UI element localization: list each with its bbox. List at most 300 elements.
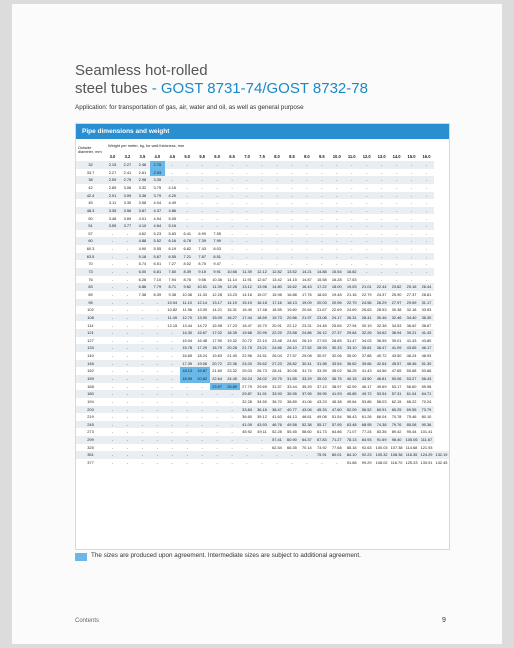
weight-cell: 8.51 <box>210 253 225 261</box>
diameter-cell: 83 <box>76 283 105 291</box>
weight-cell: 4.62 <box>138 230 147 236</box>
weight-cell: 26.12 <box>314 329 329 337</box>
weight-cell: - <box>410 276 413 282</box>
weight-cell: 85.18 <box>346 444 357 450</box>
weight-cell: - <box>359 222 374 230</box>
weight-cell: 2.76 <box>150 161 165 169</box>
weight-cell: 30.41 <box>299 360 314 368</box>
weight-cell: 30.19 <box>361 322 372 328</box>
weight-cell: 46.61 <box>301 414 312 420</box>
diameter-cell: 152 <box>87 368 94 374</box>
weight-cell: 31.57 <box>272 383 282 389</box>
weight-cell: - <box>210 176 225 184</box>
weight-cell: - <box>314 207 329 215</box>
weight-cell: - <box>126 460 129 466</box>
weight-cell: - <box>291 460 293 466</box>
weight-cell: - <box>366 215 368 221</box>
weight-cell: - <box>120 436 135 444</box>
footer-contents-link[interactable]: Contents <box>75 618 100 624</box>
weight-cell: 50.06 <box>389 375 404 383</box>
weight-cell: 7.43 <box>198 246 206 252</box>
table-row <box>76 245 449 253</box>
table-row <box>76 199 449 207</box>
weight-cell: - <box>404 222 419 230</box>
weight-cell: 23.32 <box>227 368 237 374</box>
weight-cell: 71.07 <box>346 429 357 435</box>
weight-cell: 10.36 <box>182 291 193 297</box>
weight-cell: - <box>276 230 278 236</box>
weight-cell: - <box>344 161 359 169</box>
dimensions-table <box>76 139 449 467</box>
header-row-1 <box>76 139 449 153</box>
weight-cell: - <box>395 261 398 267</box>
weight-cell: - <box>105 329 120 337</box>
table-row <box>76 222 449 230</box>
weight-cell: 64.86 <box>331 429 342 435</box>
weight-cell: 5.05 <box>168 215 177 221</box>
weight-cell: - <box>299 451 314 459</box>
legend-swatch <box>75 553 87 561</box>
weight-cell: - <box>261 460 263 466</box>
weight-cell: - <box>111 291 114 297</box>
weight-cell: - <box>246 169 248 175</box>
weight-cell: - <box>395 184 398 190</box>
weight-cell: - <box>111 383 114 389</box>
weight-cell: 99.29 <box>361 460 372 466</box>
weight-cell: 45.92 <box>242 429 252 435</box>
weight-cell: - <box>359 237 374 245</box>
weight-cell: 48.93 <box>421 353 432 359</box>
weight-cell: - <box>291 200 293 206</box>
weight-cell: 12.28 <box>212 291 223 297</box>
weight-cell: 29.87 <box>240 390 255 398</box>
weight-cell: 83.36 <box>376 429 387 435</box>
weight-cell: 8.76 <box>183 276 192 282</box>
weight-cell: 70.78 <box>391 414 402 420</box>
thickness-header-cell: 5.0 <box>184 154 191 160</box>
weight-cell: - <box>126 398 129 404</box>
weight-cell: - <box>246 200 248 206</box>
diameter-cell: 70 <box>88 261 93 267</box>
weight-cell: - <box>261 200 263 206</box>
diameter-cell: 42.4 <box>76 192 105 200</box>
weight-cell: 24.00 <box>240 360 255 368</box>
weight-cell: - <box>171 460 173 466</box>
weight-cell: 36.60 <box>242 414 252 420</box>
weight-cell: - <box>195 222 210 230</box>
thickness-header-cell: 3.2 <box>124 154 131 160</box>
weight-cell: 16.82 <box>344 268 359 276</box>
weight-cell: 75.46 <box>406 414 417 420</box>
weight-cell: 13.23 <box>227 291 237 297</box>
weight-cell: 4.54 <box>153 215 162 221</box>
weight-cell: 16.18 <box>255 299 270 307</box>
weight-cell: - <box>291 169 293 175</box>
weight-cell: 25.65 <box>331 322 342 328</box>
table-row <box>76 291 449 299</box>
od-header: Outside diameter, mm <box>78 144 102 154</box>
weight-cell: 21.60 <box>212 368 223 374</box>
weight-cell: 23.97 <box>210 383 225 391</box>
weight-cell: 41.43 <box>406 337 417 343</box>
weight-cell: 9.47 <box>213 261 221 267</box>
weight-cell: 46.17 <box>361 383 372 389</box>
weight-cell: - <box>380 261 383 267</box>
thickness-header-cell: 4.5 <box>169 154 176 160</box>
weight-cell: - <box>321 200 323 206</box>
weight-cell: 24.37 <box>376 291 387 297</box>
weight-cell: 33.84 <box>240 406 255 414</box>
weight-cell: - <box>321 246 323 252</box>
weight-cell: 3.55 <box>105 222 120 230</box>
weight-cell: - <box>216 215 218 221</box>
weight-cell: - <box>135 375 150 383</box>
weight-cell: 32.46 <box>389 314 404 322</box>
thickness-header-cell: 7.0 <box>244 154 250 160</box>
weight-cell: 23.08 <box>314 314 329 322</box>
weight-cell: - <box>329 207 344 215</box>
weight-cell: 8.39 <box>153 291 162 297</box>
weight-cell: - <box>105 344 120 352</box>
weight-cell: - <box>150 299 165 307</box>
table-row <box>76 390 449 398</box>
weight-cell: - <box>404 192 419 200</box>
dimensions-table-panel <box>75 123 450 550</box>
weight-cell: - <box>261 230 263 236</box>
weight-cell: - <box>141 429 144 435</box>
weight-cell: - <box>156 444 158 450</box>
diameter-cell: 38 <box>76 176 105 184</box>
weight-cell: 3.69 <box>123 215 132 221</box>
weight-cell: - <box>201 169 203 175</box>
table-row <box>76 299 449 307</box>
weight-cell: - <box>329 237 344 245</box>
weight-cell: - <box>380 169 383 175</box>
weight-cell: 13.90 <box>195 314 210 322</box>
weight-cell: - <box>120 344 135 352</box>
weight-cell: 100.32 <box>375 452 388 458</box>
weight-cell: - <box>299 237 314 245</box>
weight-cell: 45.85 <box>344 390 359 398</box>
weight-cell: 53.66 <box>421 368 432 374</box>
thickness-header-cell: 3.0 <box>109 154 116 160</box>
page-title-line2 <box>75 80 368 97</box>
weight-cell: - <box>201 460 203 466</box>
weight-cell: 21.97 <box>299 314 314 322</box>
weight-cell: - <box>195 192 210 200</box>
weight-cell: - <box>395 200 398 206</box>
table-row <box>76 169 449 177</box>
weight-cell: 33.29 <box>299 375 314 383</box>
table-row <box>76 260 449 268</box>
weight-cell: - <box>284 207 299 215</box>
weight-cell: 52.38 <box>299 421 314 429</box>
table-row <box>76 459 449 467</box>
weight-cell: 51.54 <box>331 414 342 420</box>
weight-cell: - <box>276 261 278 267</box>
weight-cell: 21.16 <box>346 291 357 297</box>
diameter-cell: 325 <box>87 444 94 450</box>
weight-cell: - <box>231 200 233 206</box>
weight-cell: 33.93 <box>269 390 284 398</box>
weight-cell: 24.66 <box>269 344 284 352</box>
weight-cell: 36.30 <box>419 314 434 322</box>
weight-cell: 61.73 <box>316 429 327 435</box>
weight-cell: 38.47 <box>269 406 284 414</box>
weight-cell: - <box>255 207 270 215</box>
weight-cell: 18.35 <box>225 329 240 337</box>
weight-cell: 58.03 <box>376 398 387 404</box>
weight-cell: 15.67 <box>195 329 210 337</box>
weight-cell: 2.59 <box>105 176 120 184</box>
weight-cell: - <box>180 222 195 230</box>
weight-cell: - <box>201 398 203 404</box>
weight-cell: 64.37 <box>299 436 314 444</box>
table-row <box>76 337 449 345</box>
weight-cell: - <box>269 192 284 200</box>
weight-cell: - <box>351 230 353 236</box>
weight-cell: 91.69 <box>374 436 389 444</box>
weight-cell: 91.68 <box>346 460 357 466</box>
weight-cell: 31.98 <box>314 360 329 368</box>
weight-cell: 13.09 <box>197 307 208 313</box>
weight-cell: 14.30 <box>180 329 195 337</box>
weight-cell: 20.91 <box>272 322 282 328</box>
weight-cell: 18.13 <box>284 299 299 307</box>
weight-cell: 4.90 <box>138 246 147 252</box>
weight-cell: - <box>186 184 188 190</box>
table-row <box>76 352 449 360</box>
weight-cell: - <box>126 307 129 313</box>
weight-cell: - <box>306 246 308 252</box>
weight-cell: - <box>395 169 398 175</box>
weight-cell: 31.74 <box>301 368 312 374</box>
weight-cell: 37.88 <box>361 353 372 359</box>
weight-cell: - <box>225 161 240 169</box>
weight-cell: 65.25 <box>389 406 404 414</box>
weight-cell: 35.02 <box>331 368 342 374</box>
weight-cell: - <box>419 161 434 169</box>
weight-cell: - <box>240 192 255 200</box>
weight-cell: 28.82 <box>284 360 299 368</box>
weight-cell: - <box>201 429 203 435</box>
weight-cell: 19.60 <box>287 307 297 313</box>
weight-cell: - <box>359 192 374 200</box>
weight-cell: 58.60 <box>301 429 312 435</box>
weight-cell: - <box>171 444 173 450</box>
weight-cell: - <box>425 246 428 252</box>
table-row <box>76 436 449 444</box>
weight-cell: 9.91 <box>210 268 225 276</box>
weight-cell: - <box>380 184 383 190</box>
weight-cell: - <box>165 176 180 184</box>
weight-cell: - <box>269 207 284 215</box>
weight-cell: 38.25 <box>346 368 357 374</box>
thickness-header-cell: 8.0 <box>274 154 280 160</box>
weight-cell: 27.23 <box>269 360 284 368</box>
weight-cell: 15.78 <box>180 344 195 352</box>
weight-cell: - <box>336 215 338 221</box>
weight-cell: 10.66 <box>225 268 240 276</box>
weight-cell: 49.11 <box>257 429 267 435</box>
weight-cell: 21.01 <box>359 283 374 291</box>
weight-cell: - <box>231 460 233 466</box>
weight-cell: 3.58 <box>138 200 147 206</box>
weight-cell: - <box>141 398 144 404</box>
weight-cell: - <box>135 390 150 398</box>
weight-cell: 7.94 <box>168 276 177 282</box>
weight-cell: 4.04 <box>153 200 162 206</box>
weight-cell: - <box>171 337 173 343</box>
weight-cell: 14.21 <box>299 268 314 276</box>
weight-cell: - <box>105 390 120 398</box>
weight-cell: 39.21 <box>404 329 419 337</box>
weight-cell: - <box>126 276 129 282</box>
weight-cell: 17.63 <box>346 276 357 282</box>
weight-cell: - <box>141 307 144 313</box>
weight-cell: - <box>314 161 329 169</box>
weight-cell: 17.44 <box>240 314 255 322</box>
weight-cell: 7.79 <box>150 283 165 291</box>
weight-cell: - <box>135 344 150 352</box>
weight-cell: 22.10 <box>257 337 267 343</box>
weight-cell: - <box>150 375 165 383</box>
weight-cell: - <box>344 237 359 245</box>
weight-cell: 77.24 <box>361 429 372 435</box>
weight-cell: 28.02 <box>255 375 270 383</box>
weight-cell: - <box>135 360 150 368</box>
weight-cell: 23.21 <box>255 344 270 352</box>
table-row <box>76 428 449 436</box>
weight-cell: 41.09 <box>389 344 404 352</box>
weight-cell: 27.52 <box>299 344 314 352</box>
weight-cell: - <box>105 360 120 368</box>
weight-cell: 13.42 <box>272 276 282 282</box>
weight-cell: 22.44 <box>374 283 389 291</box>
weight-cell: 13.12 <box>240 283 255 291</box>
weight-cell: - <box>210 421 225 429</box>
weight-cell: 14.21 <box>212 307 223 313</box>
weight-cell: - <box>105 436 120 444</box>
weight-cell: 70.14 <box>301 444 312 450</box>
weight-cell: 34.50 <box>257 398 267 404</box>
weight-cell: 50.68 <box>406 368 417 374</box>
weight-cell: 20.82 <box>195 375 210 383</box>
weight-cell: 14.16 <box>242 291 252 297</box>
diameter-cell: 48.3 <box>76 207 105 215</box>
diameter-cell: 377 <box>87 460 94 466</box>
weight-cell: 61.04 <box>404 390 419 398</box>
weight-cell: 24.86 <box>299 329 314 337</box>
weight-cell: - <box>150 329 165 337</box>
weight-cell: 15.62 <box>284 283 299 291</box>
weight-cell: 57.31 <box>389 390 404 398</box>
table-row <box>76 314 449 322</box>
weight-cell: - <box>105 421 120 429</box>
weight-cell: - <box>111 337 114 343</box>
weight-cell: 25.62 <box>255 360 270 368</box>
weight-cell: - <box>246 230 248 236</box>
weight-cell: - <box>165 451 180 459</box>
weight-cell: 11.96 <box>182 307 192 313</box>
diameter-cell: 108 <box>76 314 105 322</box>
weight-cell: 43.50 <box>391 353 402 359</box>
weight-cell: - <box>231 429 233 435</box>
weight-cell: 100.03 <box>375 444 388 450</box>
weight-cell: - <box>284 237 299 245</box>
weight-cell: - <box>210 222 225 230</box>
weight-cell: - <box>306 200 308 206</box>
weight-cell: - <box>344 222 359 230</box>
weight-cell: 15.31 <box>227 307 237 313</box>
weight-cell: - <box>284 451 299 459</box>
weight-cell: - <box>126 353 129 359</box>
weight-cell: - <box>225 253 240 261</box>
weight-cell: - <box>201 184 203 190</box>
weight-cell: 31.17 <box>419 299 434 307</box>
weight-cell: - <box>126 322 129 328</box>
weight-cell: 43.06 <box>299 406 314 414</box>
table-row <box>76 421 449 429</box>
weight-cell: - <box>141 414 144 420</box>
weight-cell: 2.98 <box>135 176 150 184</box>
weight-cell: 42.59 <box>346 383 357 389</box>
weight-cell: - <box>231 444 233 450</box>
weight-cell: - <box>141 444 144 450</box>
weight-cell: 32.06 <box>331 353 342 359</box>
weight-cell: 18.00 <box>329 283 344 291</box>
weight-cell: 6.00 <box>135 268 150 276</box>
weight-cell: - <box>410 261 413 267</box>
weight-cell: - <box>225 192 240 200</box>
weight-cell: - <box>231 169 233 175</box>
weight-cell: - <box>150 421 165 429</box>
weight-cell: 3.75 <box>153 184 162 190</box>
weight-cell: - <box>180 436 195 444</box>
weight-cell: - <box>180 161 195 169</box>
weight-cell: - <box>225 237 240 245</box>
diameter-cell: 60.3 <box>86 246 95 252</box>
weight-cell: - <box>156 368 158 374</box>
weight-cell: 43.80 <box>421 337 432 343</box>
weight-cell: - <box>351 184 353 190</box>
weight-cell: - <box>344 207 359 215</box>
weight-cell: 37.95 <box>299 390 314 398</box>
weight-cell: 31.55 <box>284 375 299 383</box>
weight-cell: 17.22 <box>314 283 329 291</box>
weight-cell: - <box>141 368 144 374</box>
weight-cell: 36.16 <box>255 406 270 414</box>
weight-cell: 22.64 <box>210 375 225 383</box>
weight-cell: - <box>150 451 165 459</box>
weight-cell: - <box>284 176 299 184</box>
weight-cell: 53.86 <box>361 398 372 404</box>
weight-cell: 22.79 <box>344 299 359 307</box>
weight-cell: 2.75 <box>120 176 135 184</box>
weight-cell: 24.17 <box>329 314 344 322</box>
weight-cell: - <box>359 268 374 276</box>
diameter-cell: 102 <box>87 307 94 313</box>
diameter-cell: 273 <box>87 429 94 435</box>
weight-cell: - <box>321 261 323 267</box>
weight-cell: - <box>389 222 404 230</box>
legend-text: The sizes are produced upon agreement. Intermediate sizes are subject to additional agreement. <box>91 552 361 559</box>
weight-cell: - <box>126 444 129 450</box>
weight-cell: 5.83 <box>168 230 177 236</box>
weight-cell: 7.87 <box>195 253 210 261</box>
weight-cell: - <box>246 444 248 450</box>
weight-cell: - <box>410 184 413 190</box>
